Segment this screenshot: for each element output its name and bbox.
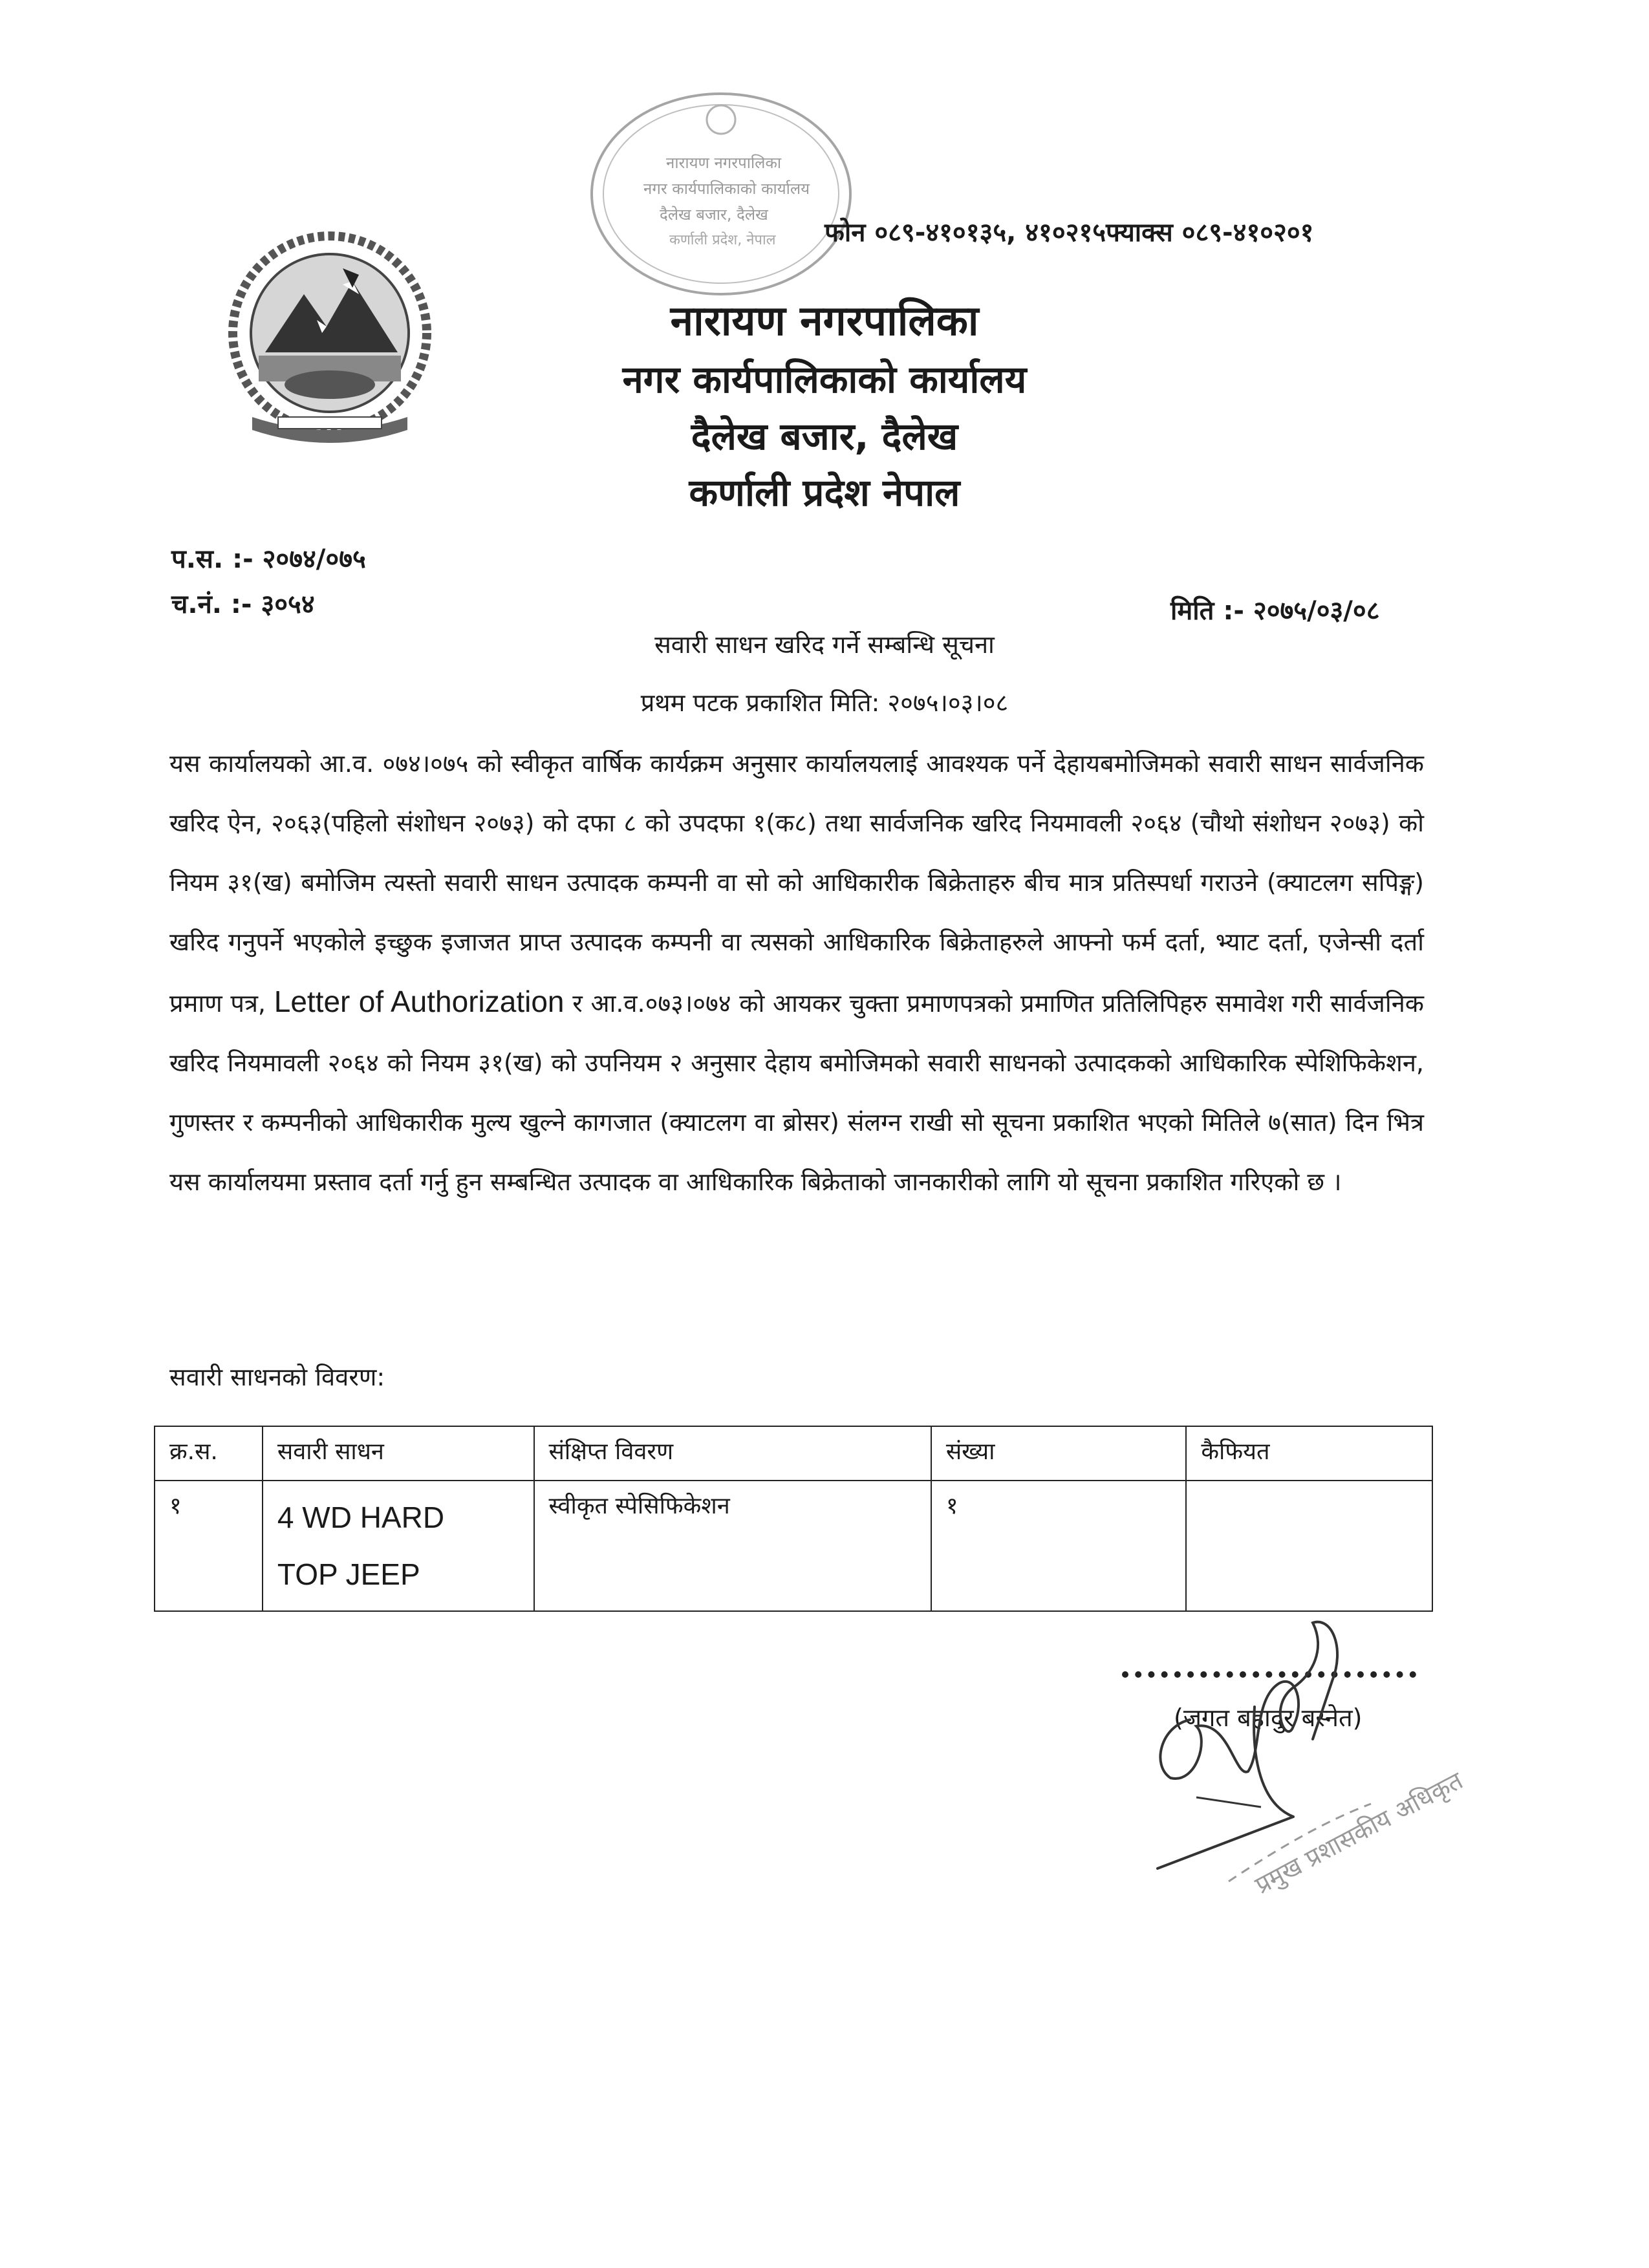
vehicle-details-table	[154, 1426, 1433, 1612]
office-province: कर्णाली प्रदेश नेपाल	[689, 471, 960, 515]
office-department: नगर कार्यपालिकाको कार्यालय	[622, 358, 1027, 401]
svg-text:प्रमुख प्रशासकीय अधिकृत: प्रमुख प्रशासकीय अधिकृत	[1250, 1766, 1468, 1899]
svg-text:नगर कार्यपालिकाको कार्यालय: नगर कार्यपालिकाको कार्यालय	[643, 180, 810, 198]
office-seal-stamp	[582, 84, 860, 304]
dispatch-number: च.नं. :- ३०५४	[171, 590, 315, 619]
notice-body-part2: र आ.व.०७३।०७४ को आयकर चुक्ता प्रमाणपत्रको प्रमाणित प्रतिलिपिहरु समावेश गरी सार्वजनिक खरिद नियमावली २०६४ को नियम ३१(ख) को उपनियम २ अनुसार देहाय बमोजिमको सवारी साधनको उत्पादकको आधिकारिक स्पेशिफिकेशन, गुणस्तर र कम्पनीको आधिकारीक मुल्य खुल्ने कागजात (क्याटलग वा ब्रोसर) संलग्न राखी सो सूचना प्रकाशित भएको मितिले ७(सात) दिन भित्र यस कार्यालयमा प्रस्ताव दर्ता गर्नु हुन सम्बन्धित उत्पादक वा आधिकारिक बिक्रेताको जानकारीको लागि यो सूचना प्रकाशित गरिएको छ ।	[169, 989, 1424, 1196]
cell-serial: १	[155, 1481, 263, 1611]
svg-text:नारायण नगरपालिका: नारायण नगरपालिका	[666, 154, 782, 172]
office-name: नारायण नगरपालिका	[670, 297, 979, 345]
column-header-description: संक्षिप्त विवरण	[534, 1426, 931, 1481]
office-location: दैलेख बजार, दैलेख	[691, 414, 958, 458]
notice-body-part1: यस कार्यालयको आ.व. ०७४।०७५ को स्वीकृत वार्षिक कार्यक्रम अनुसार कार्यालयलाई आवश्यक पर्ने देहायबमोजिमको सवारी साधन सार्वजनिक खरिद ऐन, २०६३(पहिलो संशोधन २०७३) को दफा ८ को उपदफा १(क८) तथा सार्वजनिक खरिद नियमावली २०६४ (चौथो संशोधन २०७३) को नियम ३१(ख) बमोजिम त्यस्तो सवारी साधन उत्पादक कम्पनी वा सो को आधिकारीक बिक्रेताहरु बीच मात्र प्रतिस्पर्धा गराउने (क्याटलग सपिङ्ग) खरिद गनुपर्ने भएकोले इच्छुक इजाजत प्राप्त उत्पादक कम्पनी वा त्यसको आधिकारिक बिक्रेताहरुले आफ्नो फर्म दर्ता, भ्याट दर्ता, एजेन्सी दर्ता प्रमाण पत्र,	[169, 749, 1424, 1018]
notice-body-latin: Letter of Authorization	[274, 985, 565, 1018]
cell-description: स्वीकृत स्पेसिफिकेशन	[534, 1481, 931, 1611]
letter-number: प.स. :- २०७४/०७५	[171, 544, 366, 574]
column-header-serial: क्र.स.	[155, 1426, 263, 1481]
notice-title: सवारी साधन खरिद गर्ने सम्बन्धि सूचना	[654, 630, 995, 659]
signatory-name: (जगत बहादुर बस्नेत)	[1174, 1704, 1363, 1732]
column-header-remarks: कैफियत	[1186, 1426, 1432, 1481]
cell-quantity: १	[931, 1481, 1187, 1611]
notice-body	[169, 734, 1424, 1212]
office-contact-line: फोन ०८९-४१०१३५, ४१०२१५फ्याक्स ०८९-४१०२०१	[824, 218, 1314, 248]
vehicle-name-line1: 4 WD HARD	[277, 1501, 445, 1534]
svg-text:कर्णाली प्रदेश, नेपाल: कर्णाली प्रदेश, नेपाल	[669, 232, 776, 248]
cell-vehicle	[263, 1481, 534, 1611]
vehicle-details-heading: सवारी साधनको विवरण:	[169, 1363, 385, 1391]
notice-published-date: प्रथम पटक प्रकाशित मिति: २०७५।०३।०८	[640, 689, 1009, 717]
handwritten-signature	[1099, 1610, 1468, 1959]
vehicle-name-line2: TOP JEEP	[277, 1557, 420, 1591]
table-row	[155, 1481, 1432, 1611]
notice-date: मिति :- २०७५/०३/०८	[1170, 596, 1380, 626]
column-header-vehicle: सवारी साधन	[263, 1426, 534, 1481]
column-header-quantity: संख्या	[931, 1426, 1187, 1481]
table-header-row	[155, 1426, 1432, 1481]
svg-text:दैलेख बजार, दैलेख: दैलेख बजार, दैलेख	[660, 206, 768, 224]
cell-remarks	[1186, 1481, 1432, 1611]
